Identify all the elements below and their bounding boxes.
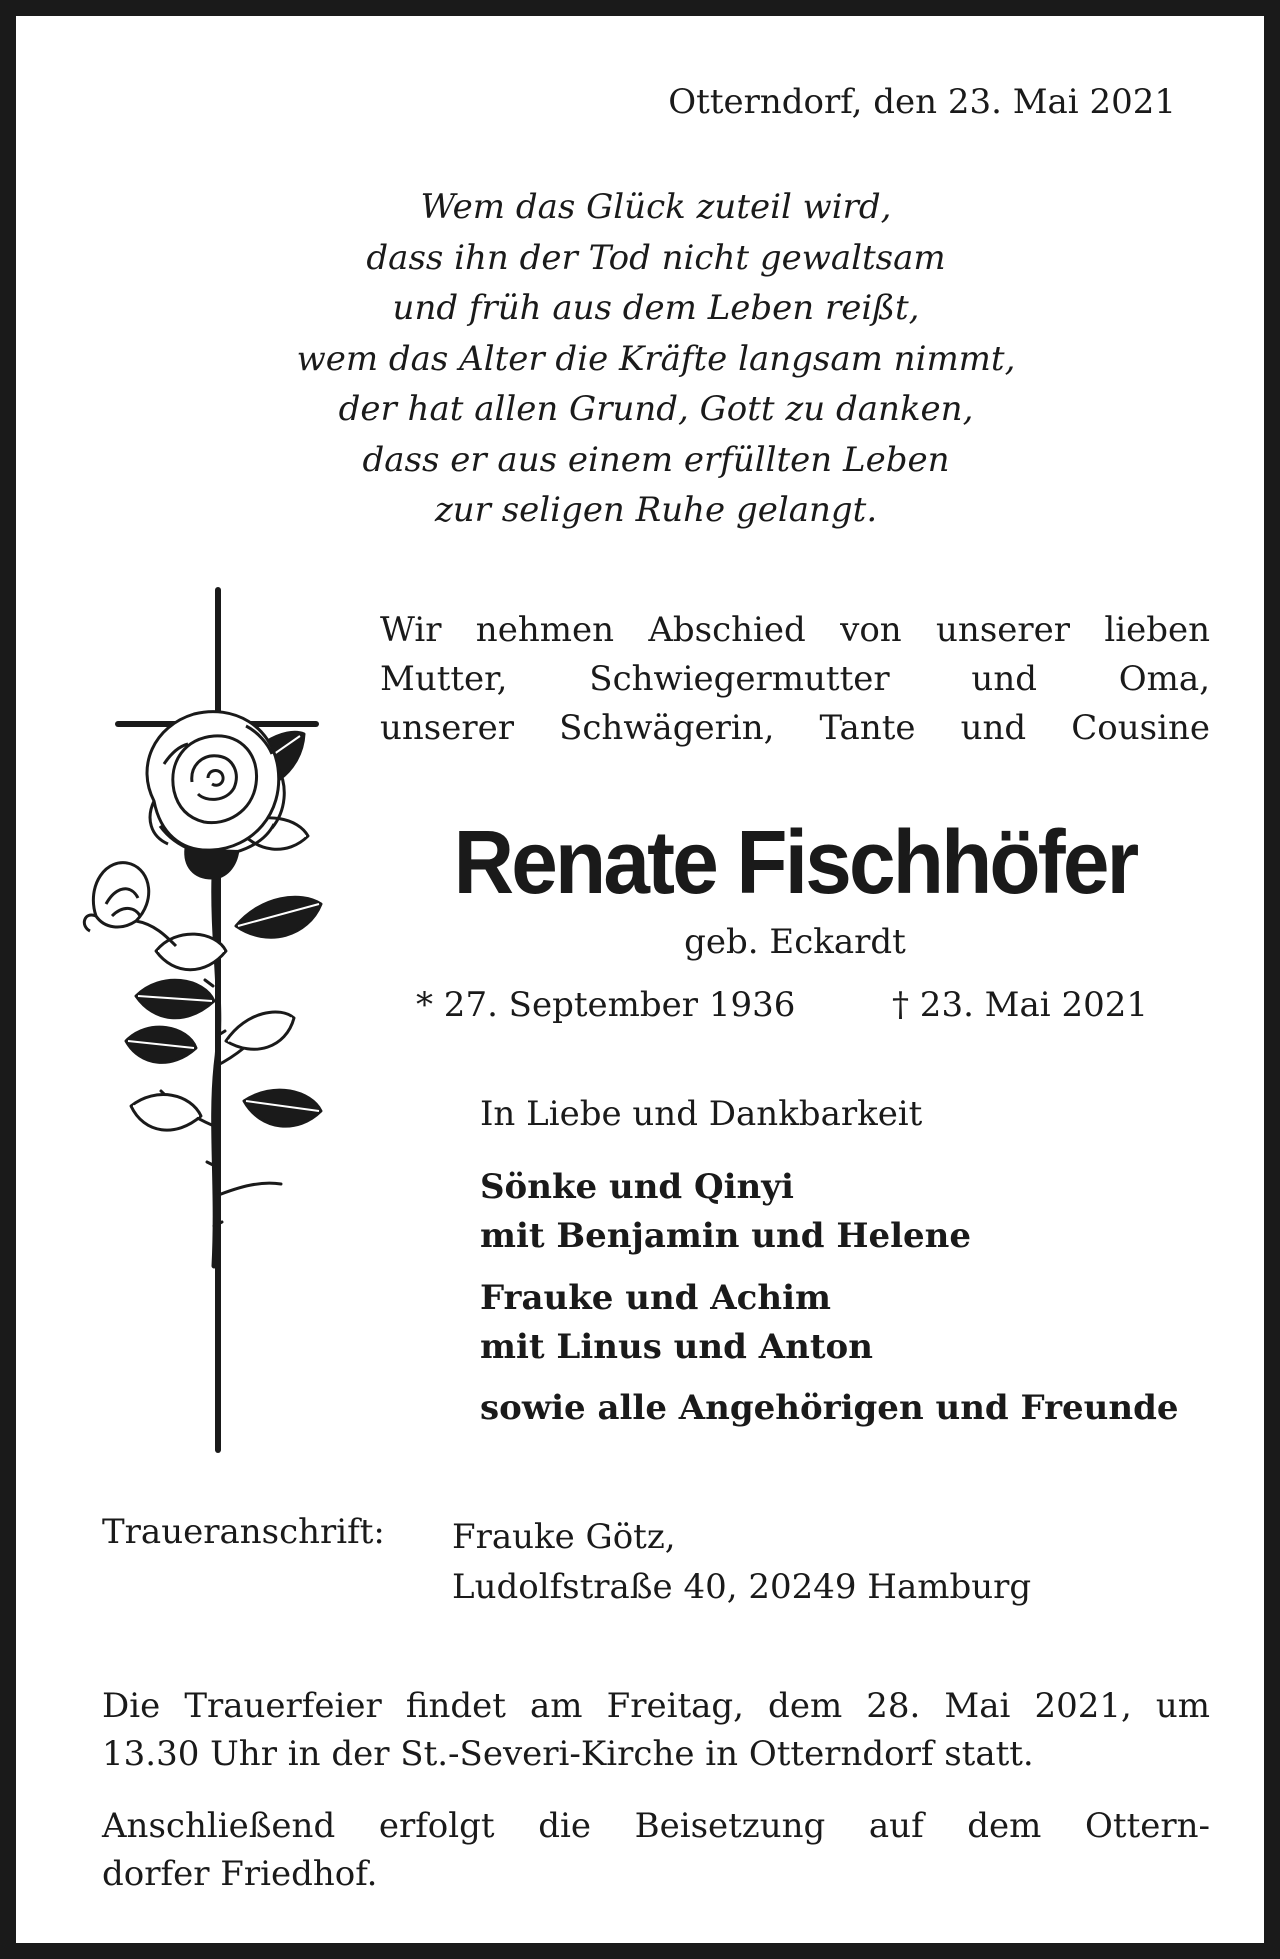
mourner-line: Sönke und Qinyi: [480, 1167, 794, 1207]
place-date: Otterndorf, den 23. Mai 2021: [668, 82, 1176, 122]
mourner-line: mit Benjamin und Helene: [480, 1216, 972, 1256]
poem-line: dass er aus einem erfüllten Leben: [362, 439, 950, 480]
birth-date: * 27. September 1936: [416, 985, 796, 1025]
funeral-line: Die Trauerfeier findet am Freitag, dem 28. Mai 2021, um: [102, 1686, 1210, 1726]
mourner-group: [480, 1384, 1178, 1433]
funeral-service: [102, 1682, 1210, 1778]
mourner-group: [480, 1163, 971, 1261]
farewell-intro: [380, 606, 1210, 753]
burial-info: [102, 1802, 1210, 1898]
burial-line: dorfer Friedhof.: [102, 1854, 378, 1894]
cross-with-rose-icon: [76, 586, 336, 1466]
mourners-intro: In Liebe und Dankbarkeit: [480, 1094, 923, 1134]
poem-line: dass ihn der Tod nicht gewaltsam: [366, 237, 946, 278]
poem-line: Wem das Glück zuteil wird,: [420, 187, 892, 227]
poem-line: der hat allen Grund, Gott zu danken,: [338, 389, 974, 429]
mourner-line: mit Linus und Anton: [480, 1327, 873, 1367]
funeral-line: 13.30 Uhr in der St.-Severi-Kirche in Otterndorf statt.: [102, 1734, 1034, 1774]
mourning-address: [452, 1512, 1031, 1612]
mourner-line: sowie alle Angehörigen und Freunde: [480, 1388, 1179, 1428]
mourner-group: [480, 1274, 873, 1372]
poem-line: wem das Alter die Kräfte langsam nimmt,: [296, 338, 1016, 379]
intro-line: Wir nehmen Abschied von unserer lieben: [380, 610, 1210, 650]
address-label: Traueranschrift:: [102, 1512, 385, 1552]
mourner-line: Frauke und Achim: [480, 1278, 831, 1318]
poem-line: und früh aus dem Leben reißt,: [392, 288, 920, 328]
address-line: Frauke Götz,: [452, 1517, 676, 1557]
address-line: Ludolfstraße 40, 20249 Hamburg: [452, 1567, 1032, 1607]
poem-line: zur seligen Ruhe gelangt.: [434, 490, 878, 530]
maiden-name: geb. Eckardt: [684, 922, 906, 962]
death-date: † 23. Mai 2021: [892, 985, 1148, 1025]
intro-line: unserer Schwägerin, Tante und Cousine: [380, 708, 1210, 748]
poem: [176, 182, 1136, 536]
deceased-name: Renate Fischhöfer: [453, 813, 1137, 913]
intro-line: Mutter, Schwiegermutter und Oma,: [380, 659, 1210, 699]
burial-line: Anschließend erfolgt die Beisetzung auf dem Ottern-: [102, 1806, 1210, 1846]
